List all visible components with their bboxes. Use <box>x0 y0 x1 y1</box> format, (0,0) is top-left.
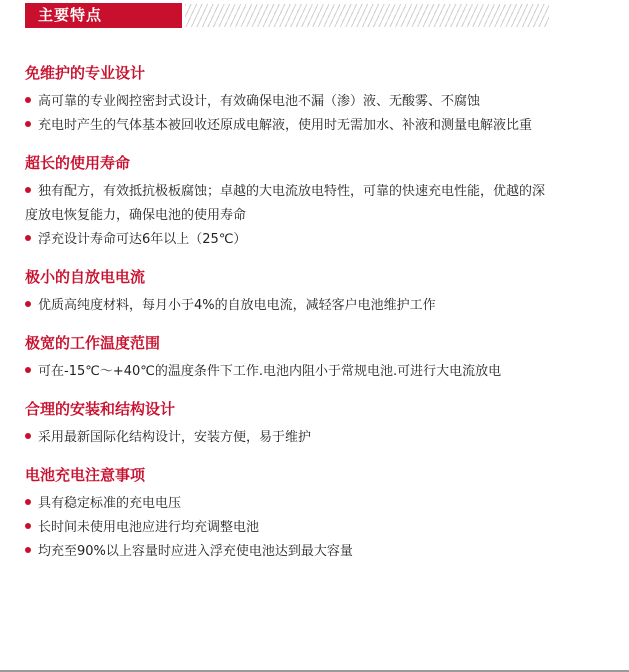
section-header <box>25 3 549 28</box>
bullet-dot-icon <box>25 499 31 505</box>
list-item-text: 均充至90%以上容量时应进入浮充使电池达到最大容量 <box>38 544 353 559</box>
bullet-dot-icon <box>25 367 31 373</box>
list-item <box>25 492 553 516</box>
feature-section <box>25 62 553 138</box>
list-item-text: 浮充设计寿命可达6年以上（25℃） <box>38 232 247 247</box>
feature-section <box>25 464 553 564</box>
features-content <box>25 62 553 578</box>
list-item <box>25 228 553 252</box>
feature-section <box>25 152 553 252</box>
feature-section <box>25 398 553 450</box>
list-item <box>25 540 553 564</box>
section-title: 极小的自放电电流 <box>25 268 146 286</box>
list-item <box>25 426 553 450</box>
list-item <box>25 360 553 384</box>
list-item-text: 可在-15℃～+40℃的温度条件下工作.电池内阻小于常规电池.可进行大电流放电 <box>38 364 502 379</box>
feature-section <box>25 266 553 318</box>
list-item <box>25 180 553 228</box>
bullet-dot-icon <box>25 97 31 103</box>
section-title: 极宽的工作温度范围 <box>25 334 161 352</box>
list-item <box>25 90 553 114</box>
list-item <box>25 294 553 318</box>
section-title: 免维护的专业设计 <box>25 64 146 82</box>
section-title: 超长的使用寿命 <box>25 154 131 172</box>
list-item-text: 采用最新国际化结构设计，安装方便，易于维护 <box>38 430 312 445</box>
bullet-dot-icon <box>25 547 31 553</box>
list-item-text: 高可靠的专业阀控密封式设计，有效确保电池不漏（渗）液、无酸雾、不腐蚀 <box>38 94 481 109</box>
list-item-text: 长时间未使用电池应进行均充调整电池 <box>38 520 260 535</box>
feature-section <box>25 332 553 384</box>
bullet-dot-icon <box>25 433 31 439</box>
list-item <box>25 516 553 540</box>
list-item-text: 独有配方，有效抵抗极板腐蚀；卓越的大电流放电特性，可靠的快速充电性能，优越的深度放电恢复能力，确保电池的使用寿命 <box>25 184 546 223</box>
bullet-dot-icon <box>25 523 31 529</box>
list-item-text: 具有稳定标准的充电电压 <box>38 496 182 511</box>
bullet-dot-icon <box>25 301 31 307</box>
section-title: 电池充电注意事项 <box>25 466 146 484</box>
bullet-dot-icon <box>25 187 31 193</box>
list-item-text: 充电时产生的气体基本被回收还原成电解液，使用时无需加水、补液和测量电解液比重 <box>38 118 533 133</box>
header-stripe-decoration <box>185 4 549 27</box>
bullet-dot-icon <box>25 121 31 127</box>
list-item-text: 优质高纯度材料，每月小于4%的自放电电流，减轻客户电池维护工作 <box>38 298 436 313</box>
header-title: 主要特点 <box>25 3 182 28</box>
section-title: 合理的安装和结构设计 <box>25 400 176 418</box>
list-item <box>25 114 553 138</box>
bullet-dot-icon <box>25 235 31 241</box>
